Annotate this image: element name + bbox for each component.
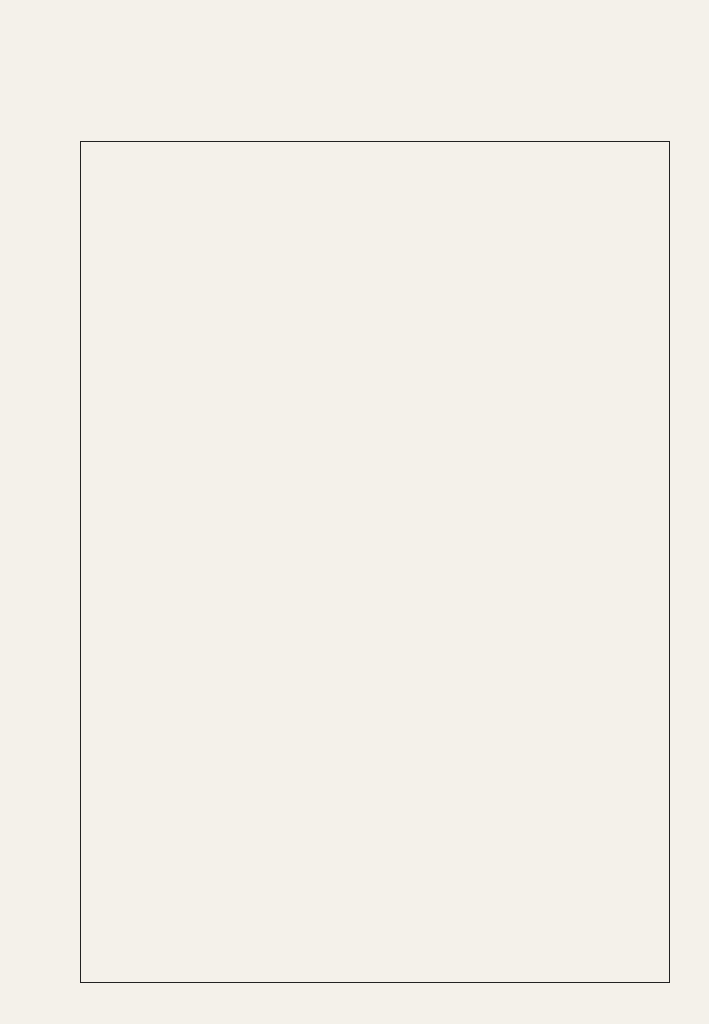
table-frame (80, 141, 670, 983)
